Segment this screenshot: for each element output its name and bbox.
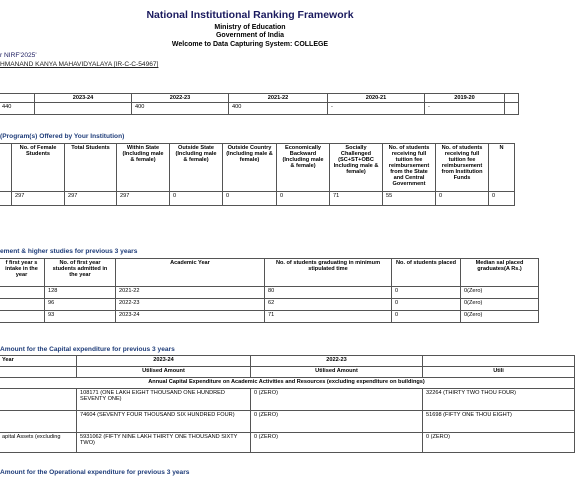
intake-table bbox=[0, 93, 519, 115]
table-row: 5931062 (FIFTY NINE LAKH THIRTY ONE THOUSAND SIXTY TWO) bbox=[77, 433, 251, 453]
programs-cell: 0 bbox=[436, 192, 489, 206]
intake-cell: 400 bbox=[132, 103, 229, 115]
capital-year-header: 2022-23 bbox=[251, 356, 423, 367]
table-row: 62 bbox=[265, 299, 392, 311]
capital-year-header: 2023-24 bbox=[77, 356, 251, 367]
table-row: 51698 (FIFTY ONE THOU EIGHT) bbox=[423, 411, 575, 433]
capital-sub-header bbox=[0, 367, 77, 378]
table-row: 0 (ZERO) bbox=[251, 411, 423, 433]
capital-year-header: Year bbox=[0, 356, 77, 367]
programs-table bbox=[0, 143, 515, 206]
table-row: 0 (ZERO) bbox=[423, 433, 575, 453]
intake-header: 2023-24 bbox=[35, 94, 132, 103]
placement-table bbox=[0, 258, 539, 323]
table-row: 80 bbox=[265, 287, 392, 299]
programs-header: Outside State (Including male & female) bbox=[170, 144, 223, 192]
programs-header: N bbox=[489, 144, 515, 192]
placement-header: No. of first year students admitted in the year bbox=[45, 259, 116, 287]
intake-header bbox=[505, 94, 519, 103]
programs-header: Total Students bbox=[65, 144, 117, 192]
table-row: 0 bbox=[392, 311, 461, 323]
programs-cell: 297 bbox=[65, 192, 117, 206]
intake-cell bbox=[505, 103, 519, 115]
page-title: National Institutional Ranking Framework bbox=[146, 9, 354, 21]
table-row bbox=[0, 389, 77, 411]
table-row: 108171 (ONE LAKH EIGHT THOUSAND ONE HUNDRED SEVENTY ONE) bbox=[77, 389, 251, 411]
placement-header: Median sal placed graduates(A Rs.) bbox=[461, 259, 539, 287]
intake-cell: 440 bbox=[0, 103, 35, 115]
table-row bbox=[0, 287, 45, 299]
capital-span-row: Annual Capital Expenditure on Academic Activities and Resources (excluding expenditure on buildings) bbox=[0, 378, 575, 389]
placement-header: Academic Year bbox=[116, 259, 265, 287]
placement-header: No. of students graduating in minimum stipulated time bbox=[265, 259, 392, 287]
capital-table bbox=[0, 355, 575, 453]
intake-header: 2019-20 bbox=[425, 94, 505, 103]
table-row: 74604 (SEVENTY FOUR THOUSAND SIX HUNDRED FOUR) bbox=[77, 411, 251, 433]
programs-header: No. of Female Students bbox=[12, 144, 65, 192]
programs-cell: 0 bbox=[277, 192, 330, 206]
intake-cell: - bbox=[425, 103, 505, 115]
capital-sub-header: Utili bbox=[423, 367, 575, 378]
table-row: 128 bbox=[45, 287, 116, 299]
government-line: Government of India bbox=[215, 32, 285, 39]
intake-header: 2020-21 bbox=[328, 94, 425, 103]
programs-cell: 0 bbox=[170, 192, 223, 206]
table-row: apital Assets (excluding bbox=[0, 433, 77, 453]
intake-header: 2022-23 bbox=[132, 94, 229, 103]
intake-header: 2021-22 bbox=[229, 94, 328, 103]
section-programs: (Program(s) Offered by Your Institution) bbox=[0, 133, 125, 140]
capital-sub-header: Utilised Amount bbox=[77, 367, 251, 378]
table-row: 0 (ZERO) bbox=[251, 433, 423, 453]
table-row: 2022-23 bbox=[116, 299, 265, 311]
table-row bbox=[0, 299, 45, 311]
programs-cell: 0 bbox=[489, 192, 515, 206]
section-operational: Amount for the Operational expenditure for previous 3 years bbox=[0, 469, 190, 476]
programs-cell bbox=[0, 192, 12, 206]
ministry-line: Ministry of Education bbox=[214, 24, 286, 31]
programs-header: No. of students receiving full tuition fee reimbursement from the State and Central Government bbox=[383, 144, 436, 192]
table-row: 0 bbox=[392, 287, 461, 299]
table-row: 71 bbox=[265, 311, 392, 323]
intake-cell bbox=[35, 103, 132, 115]
programs-header: Socially Challenged (SC+ST+OBC Including male & female) bbox=[330, 144, 383, 192]
nirf-subtitle: r NIRF'2025' bbox=[0, 52, 37, 59]
programs-cell: 71 bbox=[330, 192, 383, 206]
placement-header: f first year s intake in the year bbox=[0, 259, 45, 287]
programs-header: Within State (Including male & female) bbox=[117, 144, 170, 192]
intake-header bbox=[0, 94, 35, 103]
programs-header bbox=[0, 144, 12, 192]
table-row bbox=[0, 411, 77, 433]
programs-cell: 297 bbox=[12, 192, 65, 206]
capital-sub-header: Utilised Amount bbox=[251, 367, 423, 378]
institution-name: HMANAND KANYA MAHAVIDYALAYA [IR-C-C-54967] bbox=[0, 61, 159, 68]
placement-header: No. of students placed bbox=[392, 259, 461, 287]
table-row: 2021-22 bbox=[116, 287, 265, 299]
table-row: 96 bbox=[45, 299, 116, 311]
table-row: 0(Zero) bbox=[461, 287, 539, 299]
programs-header: No. of students receiving full tuition fee reimbursement from Institution Funds bbox=[436, 144, 489, 192]
table-row: 2023-24 bbox=[116, 311, 265, 323]
section-capital: Amount for the Capital expenditure for previous 3 years bbox=[0, 346, 175, 353]
programs-header: Outside Country (Including male & female) bbox=[223, 144, 277, 192]
table-row: 0(Zero) bbox=[461, 299, 539, 311]
table-row: 93 bbox=[45, 311, 116, 323]
intake-cell: 400 bbox=[229, 103, 328, 115]
programs-header: Economically Backward (Including male & female) bbox=[277, 144, 330, 192]
table-row: 32264 (THIRTY TWO THOU FOUR) bbox=[423, 389, 575, 411]
programs-cell: 55 bbox=[383, 192, 436, 206]
programs-cell: 297 bbox=[117, 192, 170, 206]
welcome-line: Welcome to Data Capturing System: COLLEGE bbox=[171, 41, 329, 48]
programs-cell: 0 bbox=[223, 192, 277, 206]
section-placement: ement & higher studies for previous 3 years bbox=[0, 248, 138, 255]
table-row: 0(Zero) bbox=[461, 311, 539, 323]
capital-year-header bbox=[423, 356, 575, 367]
table-row: 0 bbox=[392, 299, 461, 311]
intake-cell: - bbox=[328, 103, 425, 115]
table-row bbox=[0, 311, 45, 323]
table-row: 0 (ZERO) bbox=[251, 389, 423, 411]
